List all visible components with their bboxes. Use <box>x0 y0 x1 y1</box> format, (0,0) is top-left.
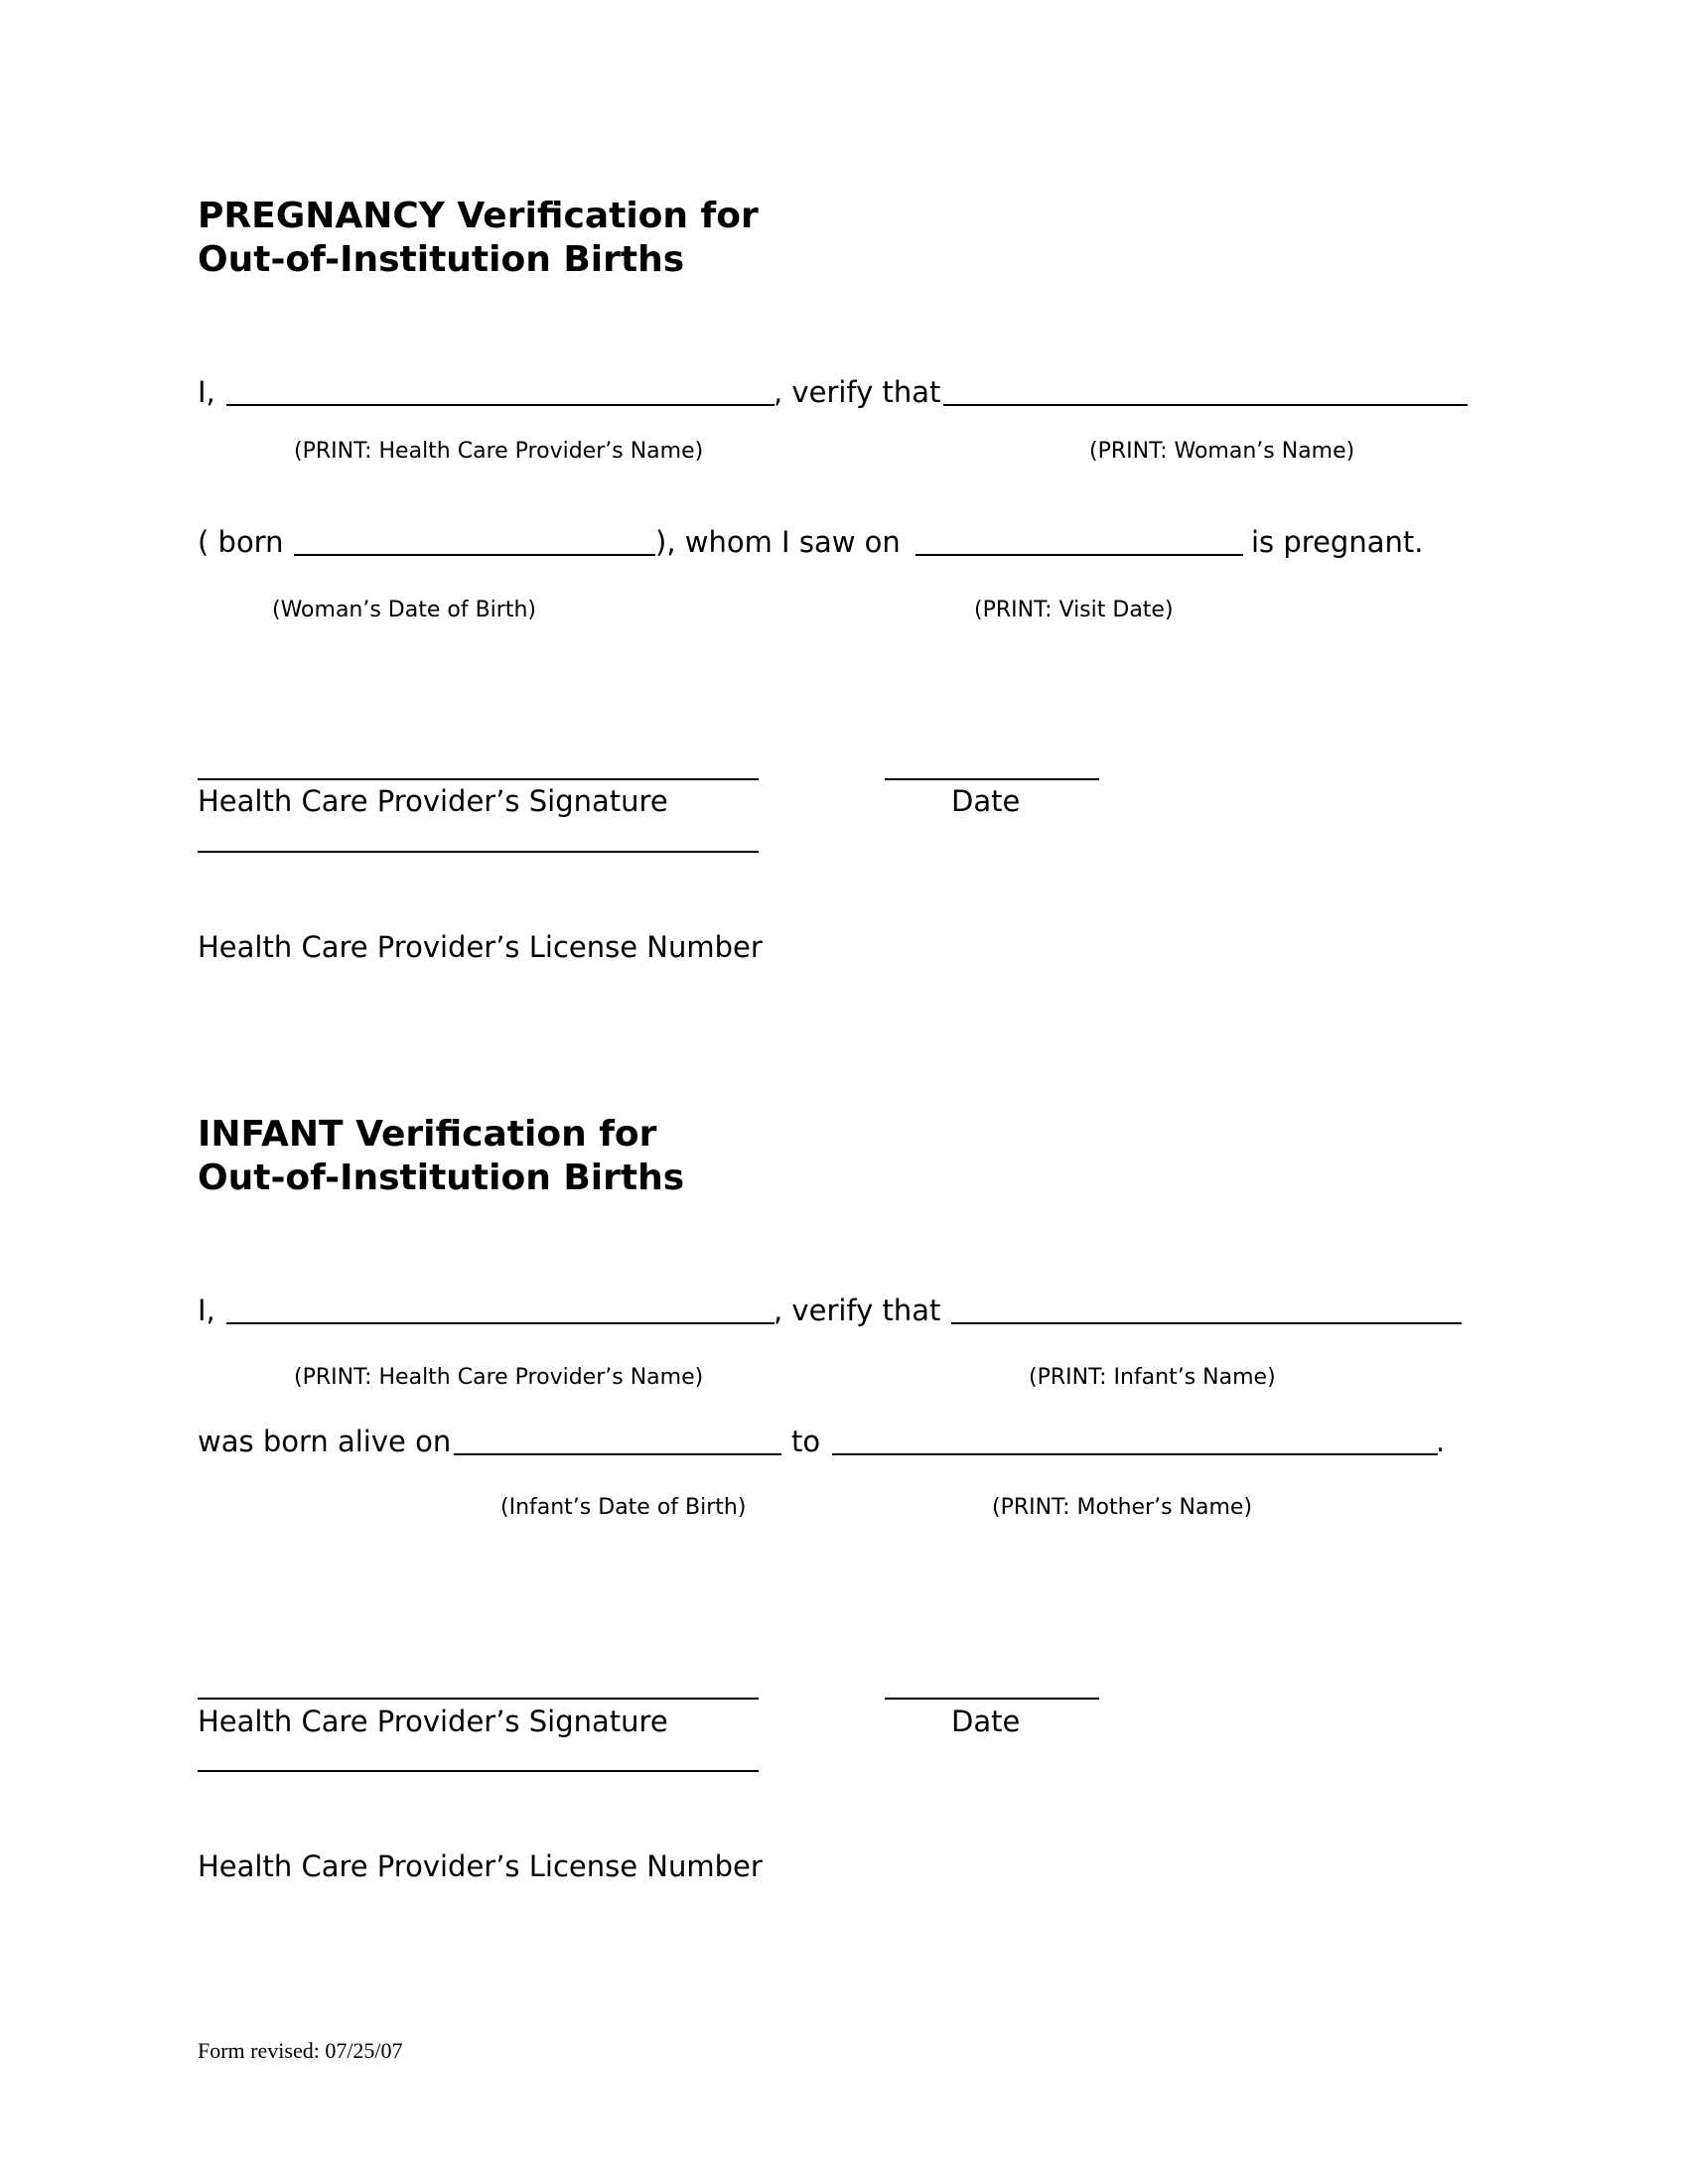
infant-born-alive-text: was born alive on <box>198 1425 452 1458</box>
pregnancy-license-field[interactable] <box>198 851 759 853</box>
form-revised-footer: Form revised: 07/25/07 <box>198 2038 403 2063</box>
caption-woman-dob: (Woman’s Date of Birth) <box>272 598 536 622</box>
pregnancy-title-line1: PREGNANCY Verification for <box>198 196 759 236</box>
pregnancy-born-text: ( born <box>198 525 284 559</box>
pregnancy-title-line2: Out-of-Institution Births <box>198 239 685 280</box>
infant-license-field[interactable] <box>198 1770 759 1772</box>
caption-visit-date: (PRINT: Visit Date) <box>974 598 1174 622</box>
infant-provider-name-field[interactable] <box>226 1322 774 1324</box>
pregnancy-dob-field[interactable] <box>294 554 655 556</box>
infant-license-label: Health Care Provider’s License Number <box>198 1849 763 1883</box>
caption-infant-dob: (Infant’s Date of Birth) <box>500 1495 747 1520</box>
pregnancy-woman-name-field[interactable] <box>943 404 1468 406</box>
pregnancy-license-label: Health Care Provider’s License Number <box>198 930 763 964</box>
infant-date-field[interactable] <box>885 1698 1099 1700</box>
infant-period: . <box>1436 1425 1446 1458</box>
infant-verify-text: , verify that <box>774 1294 941 1327</box>
infant-signature-field[interactable] <box>198 1698 759 1700</box>
pregnancy-signature-field[interactable] <box>198 778 759 780</box>
infant-i-prefix: I, <box>198 1294 215 1327</box>
infant-name-field[interactable] <box>951 1322 1462 1324</box>
pregnancy-visit-date-field[interactable] <box>915 554 1243 556</box>
caption-woman-name: (PRINT: Woman’s Name) <box>1089 439 1355 464</box>
caption-mother-name: (PRINT: Mother’s Name) <box>992 1495 1253 1520</box>
pregnancy-verify-text: , verify that <box>774 375 941 409</box>
caption-infant-name: (PRINT: Infant’s Name) <box>1029 1365 1276 1390</box>
infant-signature-label: Health Care Provider’s Signature <box>198 1705 668 1738</box>
pregnancy-i-prefix: I, <box>198 375 215 409</box>
infant-title-line2: Out-of-Institution Births <box>198 1158 685 1198</box>
infant-mother-name-field[interactable] <box>832 1453 1438 1455</box>
caption-infant-provider-name: (PRINT: Health Care Provider’s Name) <box>294 1365 704 1390</box>
infant-date-label: Date <box>951 1705 1021 1738</box>
infant-to-text: to <box>791 1425 821 1458</box>
pregnancy-date-field[interactable] <box>885 778 1099 780</box>
pregnancy-signature-label: Health Care Provider’s Signature <box>198 784 668 818</box>
infant-title-line1: INFANT Verification for <box>198 1114 657 1155</box>
pregnancy-provider-name-field[interactable] <box>226 404 774 406</box>
pregnancy-suffix-text: is pregnant. <box>1251 525 1424 559</box>
infant-dob-field[interactable] <box>454 1453 781 1455</box>
caption-provider-name: (PRINT: Health Care Provider’s Name) <box>294 439 704 464</box>
pregnancy-date-label: Date <box>951 784 1021 818</box>
pregnancy-whom-text: ), whom I saw on <box>655 525 901 559</box>
